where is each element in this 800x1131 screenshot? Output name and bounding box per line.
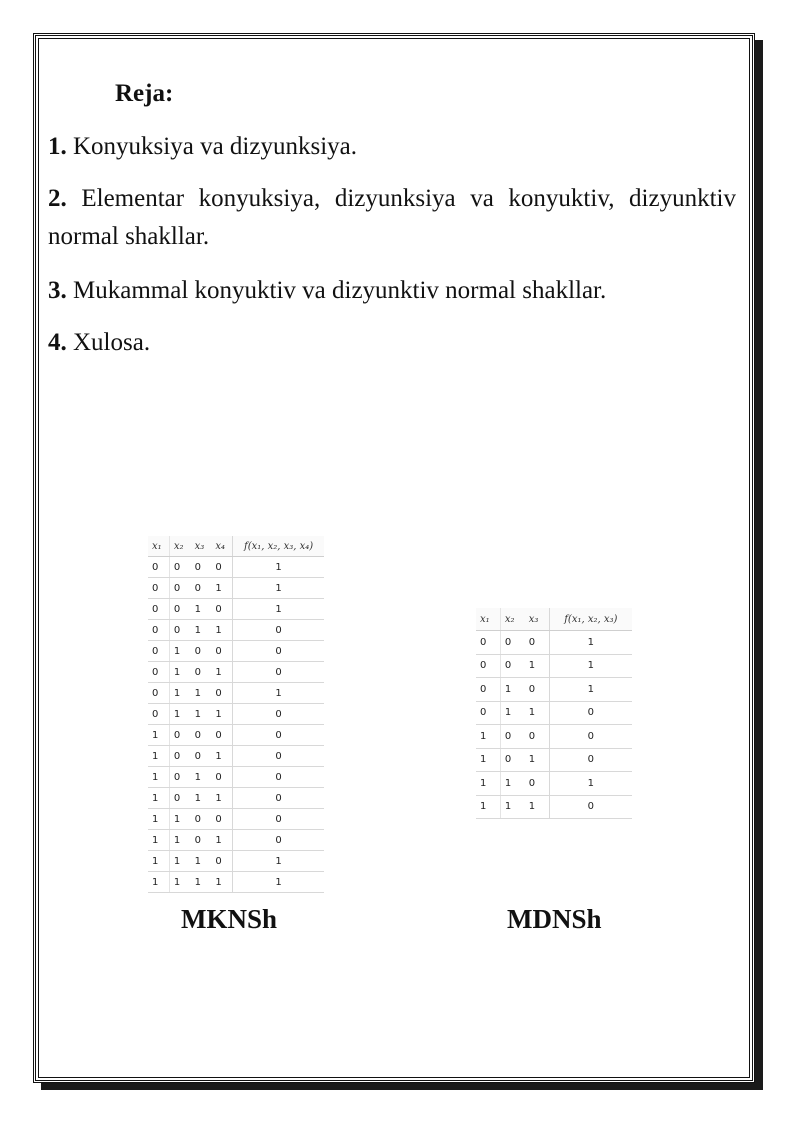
table-cell: 1 <box>233 599 324 620</box>
table-cell: 0 <box>500 654 524 678</box>
table-row <box>148 662 324 683</box>
table-cell: 0 <box>500 748 524 772</box>
table-cell: 0 <box>191 662 212 683</box>
table-cell: 1 <box>169 662 190 683</box>
table-cell: 0 <box>169 578 190 599</box>
table-cell: 1 <box>211 578 232 599</box>
table-cell: 1 <box>191 620 212 641</box>
table-row <box>148 767 324 788</box>
column-header: x₁ <box>148 536 169 557</box>
table-header-row <box>476 608 632 631</box>
table-row <box>476 654 632 678</box>
table-cell: 1 <box>500 678 524 702</box>
table-cell: 0 <box>233 725 324 746</box>
plan-item-1 <box>48 128 736 166</box>
table-cell: 1 <box>148 809 169 830</box>
table-cell: 1 <box>148 788 169 809</box>
table-cell: 1 <box>191 683 212 704</box>
table-cell: 0 <box>191 830 212 851</box>
table-cell: 0 <box>169 788 190 809</box>
table-row <box>148 578 324 599</box>
plan-item-number: 3. <box>48 277 67 304</box>
table-cell: 1 <box>500 701 524 725</box>
table-row <box>148 725 324 746</box>
table-cell: 0 <box>211 641 232 662</box>
table-cell: 1 <box>525 748 549 772</box>
plan-item-number: 2. <box>48 185 67 212</box>
table-cell: 0 <box>549 725 632 749</box>
table-cell: 0 <box>233 620 324 641</box>
table-cell: 0 <box>148 557 169 578</box>
table-cell: 0 <box>169 620 190 641</box>
table-cell: 1 <box>211 830 232 851</box>
table-cell: 1 <box>191 767 212 788</box>
plan-item-number: 4. <box>48 329 67 356</box>
plan-item-text: Konyuksiya va dizyunksiya. <box>66 133 357 160</box>
table-cell: 1 <box>211 704 232 725</box>
table-cell: 1 <box>233 578 324 599</box>
table-cell: 1 <box>211 872 232 893</box>
table-cell: 0 <box>233 662 324 683</box>
plan-item-number: 1. <box>48 133 67 160</box>
table-row <box>148 809 324 830</box>
table-cell: 0 <box>148 683 169 704</box>
table-cell: 1 <box>191 704 212 725</box>
table-cell: 0 <box>169 767 190 788</box>
truth-table-4-var <box>148 536 324 893</box>
table-cell: 0 <box>169 599 190 620</box>
table-cell: 1 <box>169 809 190 830</box>
table-row <box>476 631 632 655</box>
table-cell: 0 <box>476 678 500 702</box>
table-cell: 0 <box>233 788 324 809</box>
table-cell: 1 <box>549 654 632 678</box>
table-cell: 1 <box>476 725 500 749</box>
table-cell: 0 <box>476 631 500 655</box>
table-row <box>476 748 632 772</box>
truth-table-3-var <box>476 608 632 819</box>
table-cell: 1 <box>148 872 169 893</box>
table-cell: 1 <box>169 830 190 851</box>
table-cell: 0 <box>211 599 232 620</box>
table-cell: 0 <box>191 641 212 662</box>
table-cell: 0 <box>549 795 632 819</box>
table-cell: 1 <box>211 746 232 767</box>
column-header: x₃ <box>525 608 549 631</box>
table-cell: 1 <box>211 788 232 809</box>
table-cell: 1 <box>525 654 549 678</box>
column-header: f(x₁, x₂, x₃, x₄) <box>233 536 324 557</box>
table-cell: 0 <box>211 725 232 746</box>
table-cell: 0 <box>525 678 549 702</box>
table-cell: 0 <box>148 620 169 641</box>
table-cell: 0 <box>191 725 212 746</box>
table-cell: 1 <box>148 830 169 851</box>
table-row <box>148 830 324 851</box>
table-cell: 1 <box>169 683 190 704</box>
table-cell: 1 <box>148 725 169 746</box>
table-cell: 0 <box>476 701 500 725</box>
table-cell: 1 <box>191 599 212 620</box>
table-cell: 0 <box>233 641 324 662</box>
table-cell: 1 <box>549 631 632 655</box>
table-cell: 0 <box>525 725 549 749</box>
table-cell: 0 <box>500 725 524 749</box>
table-cell: 1 <box>233 872 324 893</box>
column-header: x₃ <box>191 536 212 557</box>
caption-mknsh: MKNSh <box>181 904 278 934</box>
table-row <box>476 795 632 819</box>
table-cell: 0 <box>500 631 524 655</box>
plan-item-2 <box>48 180 736 256</box>
table-cell: 1 <box>169 641 190 662</box>
table-cell: 1 <box>549 772 632 796</box>
table-row <box>148 620 324 641</box>
table-cell: 0 <box>191 746 212 767</box>
table-cell: 1 <box>211 620 232 641</box>
table-cell: 0 <box>148 578 169 599</box>
table-cell: 1 <box>148 767 169 788</box>
table-cell: 0 <box>169 557 190 578</box>
table-cell: 0 <box>233 746 324 767</box>
table-row <box>148 683 324 704</box>
table-cell: 0 <box>169 746 190 767</box>
table-cell: 0 <box>211 809 232 830</box>
table-cell: 1 <box>500 772 524 796</box>
table-cell: 0 <box>211 851 232 872</box>
table-cell: 1 <box>476 748 500 772</box>
column-header: x₂ <box>169 536 190 557</box>
plan-item-text: Mukammal konyuktiv va dizyunktiv normal shakllar. <box>66 277 607 304</box>
table-cell: 1 <box>233 683 324 704</box>
table-cell: 1 <box>169 851 190 872</box>
table-row <box>476 701 632 725</box>
table-cell: 0 <box>148 662 169 683</box>
plan-item-3 <box>48 272 736 310</box>
table-cell: 0 <box>233 704 324 725</box>
table-row <box>148 788 324 809</box>
table-row <box>148 641 324 662</box>
table-cell: 0 <box>525 631 549 655</box>
table-row <box>148 704 324 725</box>
table-cell: 1 <box>549 678 632 702</box>
table-row <box>148 872 324 893</box>
plan-item-text: Xulosa. <box>66 329 151 356</box>
table-cell: 1 <box>169 704 190 725</box>
table-cell: 1 <box>525 795 549 819</box>
table-cell: 1 <box>211 662 232 683</box>
plan-item-4 <box>48 324 736 362</box>
table-cell: 1 <box>191 851 212 872</box>
table-cell: 0 <box>191 578 212 599</box>
table-cell: 0 <box>525 772 549 796</box>
table-cell: 0 <box>233 830 324 851</box>
table-cell: 0 <box>169 725 190 746</box>
table-cell: 0 <box>148 704 169 725</box>
table-cell: 1 <box>476 795 500 819</box>
table-cell: 0 <box>148 641 169 662</box>
column-header: f(x₁, x₂, x₃) <box>549 608 632 631</box>
table-cell: 1 <box>191 788 212 809</box>
table-cell: 0 <box>233 767 324 788</box>
table-cell: 0 <box>476 654 500 678</box>
table-cell: 1 <box>233 557 324 578</box>
table-cell: 0 <box>148 599 169 620</box>
plan-item-text: Elementar konyuksiya, dizyunksiya va konyuktiv, dizyunktiv normal shakllar. <box>48 185 736 250</box>
table-row <box>476 678 632 702</box>
table-row <box>476 725 632 749</box>
table-cell: 1 <box>525 701 549 725</box>
table-cell: 0 <box>211 767 232 788</box>
table-cell: 0 <box>191 557 212 578</box>
table-row <box>476 772 632 796</box>
table-cell: 0 <box>191 809 212 830</box>
table-cell: 1 <box>476 772 500 796</box>
table-cell: 0 <box>233 809 324 830</box>
table-cell: 1 <box>500 795 524 819</box>
table-cell: 1 <box>169 872 190 893</box>
table-cell: 1 <box>191 872 212 893</box>
table-cell: 0 <box>211 683 232 704</box>
table-header-row <box>148 536 324 557</box>
table-row <box>148 746 324 767</box>
table-cell: 1 <box>233 851 324 872</box>
table-cell: 0 <box>211 557 232 578</box>
table-cell: 1 <box>148 746 169 767</box>
column-header: x₂ <box>500 608 524 631</box>
table-cell: 0 <box>549 748 632 772</box>
table-row <box>148 557 324 578</box>
plan-heading: Reja: <box>115 80 174 107</box>
table-row <box>148 599 324 620</box>
column-header: x₁ <box>476 608 500 631</box>
caption-mdnsh: MDNSh <box>507 904 602 934</box>
table-cell: 1 <box>148 851 169 872</box>
column-header: x₄ <box>211 536 232 557</box>
table-row <box>148 851 324 872</box>
table-cell: 0 <box>549 701 632 725</box>
